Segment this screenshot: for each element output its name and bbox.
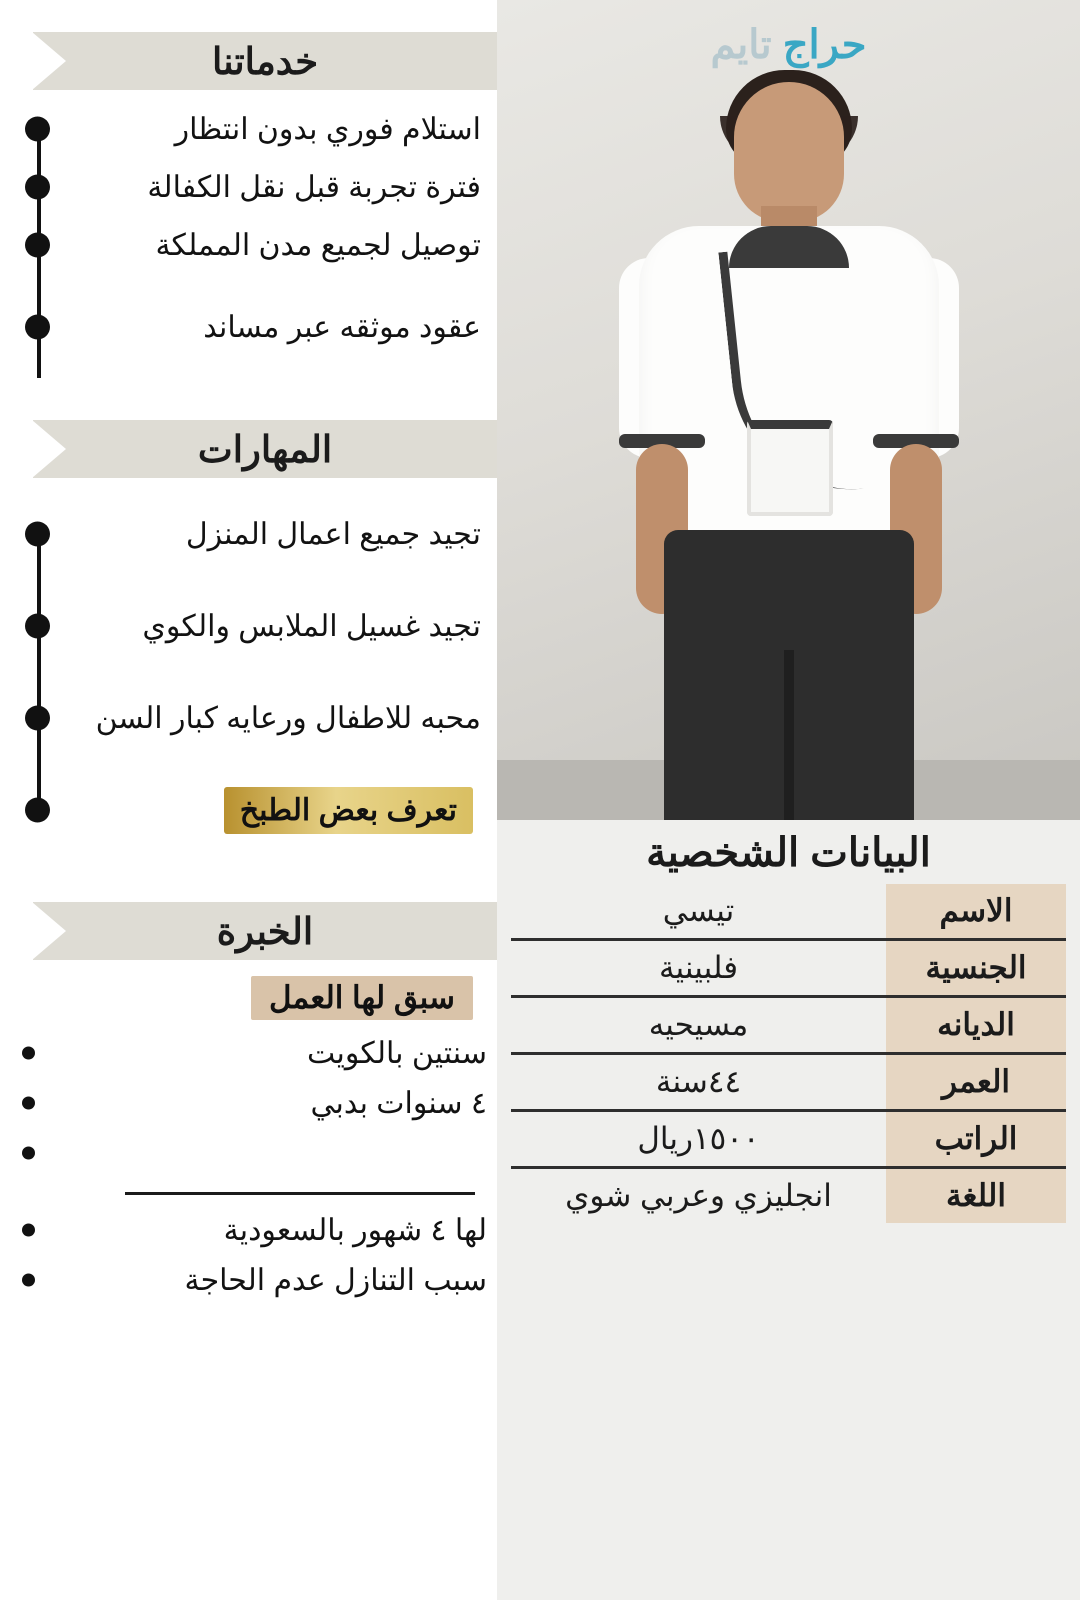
row-value-religion: مسيحيه bbox=[511, 997, 886, 1054]
service-item-4: عقود موثقه عبر مساند bbox=[203, 310, 481, 344]
experience-item-1: سنتين بالكويت bbox=[307, 1036, 487, 1070]
list-item-highlighted bbox=[0, 764, 497, 856]
list-item bbox=[0, 216, 497, 274]
service-item-3: توصيل لجميع مدن المملكة bbox=[155, 228, 481, 262]
personal-data-panel bbox=[497, 820, 1080, 1600]
experience-subtitle-wrap bbox=[0, 960, 497, 1024]
bullet-dot-icon bbox=[25, 175, 50, 200]
personal-data-table bbox=[511, 884, 1066, 1223]
skills-header bbox=[33, 420, 497, 478]
row-label-salary: الراتب bbox=[886, 1111, 1066, 1168]
row-value-age: ٤٤سنة bbox=[511, 1054, 886, 1111]
experience-list bbox=[0, 1024, 497, 1305]
list-item bbox=[0, 298, 497, 356]
row-value-salary: ١٥٠٠ريال bbox=[511, 1111, 886, 1168]
row-value-nationality: فلبينية bbox=[511, 940, 886, 997]
watermark-primary-text: حراج bbox=[782, 23, 867, 67]
skills-list bbox=[0, 478, 497, 878]
table-row bbox=[511, 1054, 1066, 1111]
bullet-dot-icon bbox=[22, 1097, 35, 1110]
list-item bbox=[0, 1078, 497, 1128]
services-header bbox=[33, 32, 497, 90]
skill-item-2: تجيد غسيل الملابس والكوي bbox=[142, 609, 481, 643]
photo-and-personal-column bbox=[497, 0, 1080, 1600]
row-label-age: العمر bbox=[886, 1054, 1066, 1111]
uniform-pocket bbox=[747, 420, 833, 516]
skill-item-3: محبه للاطفال ورعايه كبار السن bbox=[95, 701, 481, 735]
personal-data-title: البيانات الشخصية bbox=[646, 831, 931, 875]
list-item bbox=[0, 1205, 497, 1255]
list-item bbox=[0, 1028, 497, 1078]
row-value-name: تيسي bbox=[511, 884, 886, 940]
table-row bbox=[511, 997, 1066, 1054]
table-row bbox=[511, 1111, 1066, 1168]
row-value-language: انجليزي وعربي شوي bbox=[565, 1178, 832, 1213]
row-label-name: الاسم bbox=[886, 884, 1066, 940]
experience-title: الخبرة bbox=[216, 910, 314, 952]
row-label-language: اللغة bbox=[886, 1168, 1066, 1224]
skills-title: المهارات bbox=[197, 428, 333, 470]
uniform-pants bbox=[664, 530, 914, 820]
bullet-dot-icon bbox=[22, 1224, 35, 1237]
table-row bbox=[511, 1168, 1066, 1224]
bullet-dot-icon bbox=[25, 706, 50, 731]
watermark-secondary-text: تايم bbox=[710, 23, 772, 67]
watermark bbox=[497, 22, 1080, 68]
bullet-dot-icon bbox=[25, 315, 50, 340]
bullet-dot-icon bbox=[25, 522, 50, 547]
worker-photo bbox=[497, 0, 1080, 820]
list-item bbox=[0, 100, 497, 158]
skill-item-1: تجيد جميع اعمال المنزل bbox=[185, 517, 481, 551]
list-item bbox=[0, 158, 497, 216]
row-label-nationality: الجنسية bbox=[886, 940, 1066, 997]
list-item bbox=[0, 1255, 497, 1305]
experience-item-2: ٤ سنوات بدبي bbox=[310, 1086, 487, 1120]
service-item-2: فترة تجربة قبل نقل الكفالة bbox=[147, 170, 481, 204]
services-title: خدماتنا bbox=[211, 40, 319, 82]
bullet-dot-icon bbox=[22, 1047, 35, 1060]
services-list bbox=[0, 90, 497, 390]
skill-highlight-cooking: تعرف بعض الطبخ bbox=[224, 787, 473, 834]
bullet-dot-icon bbox=[25, 233, 50, 258]
head-shape bbox=[734, 82, 844, 222]
list-item bbox=[0, 672, 497, 764]
experience-note-2: سبب التنازل عدم الحاجة bbox=[184, 1263, 487, 1297]
experience-note-1: لها ٤ شهور بالسعودية bbox=[223, 1213, 487, 1247]
experience-divider bbox=[125, 1192, 475, 1195]
service-item-1: استلام فوري بدون انتظار bbox=[174, 112, 481, 146]
bullet-dot-icon bbox=[22, 1147, 35, 1160]
list-item bbox=[0, 580, 497, 672]
experience-header bbox=[33, 902, 497, 960]
bullet-dot-icon bbox=[22, 1274, 35, 1287]
experience-subtitle: سبق لها العمل bbox=[251, 976, 473, 1020]
bullet-dot-icon bbox=[25, 117, 50, 142]
details-column bbox=[0, 0, 497, 1600]
table-row bbox=[511, 940, 1066, 997]
table-row bbox=[511, 884, 1066, 940]
bullet-dot-icon bbox=[25, 614, 50, 639]
row-label-religion: الديانه bbox=[886, 997, 1066, 1054]
list-item bbox=[0, 1128, 497, 1178]
bullet-dot-icon bbox=[25, 798, 50, 823]
list-item bbox=[0, 488, 497, 580]
worker-figure bbox=[579, 30, 999, 820]
